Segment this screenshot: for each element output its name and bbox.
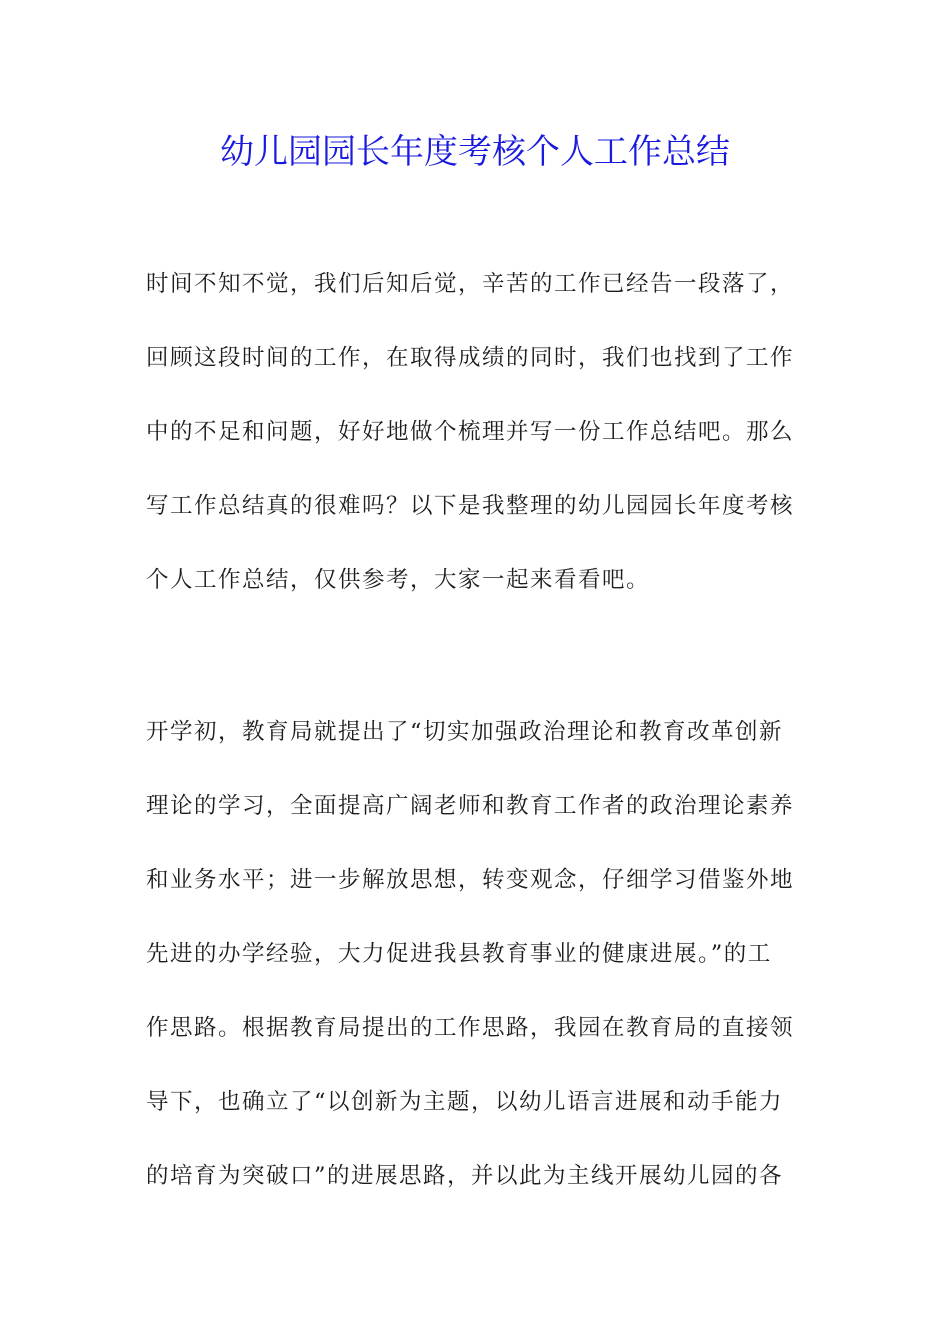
paragraph-line: 时间不知不觉，我们后知后觉，辛苦的工作已经告一段落了， xyxy=(146,271,795,297)
paragraph-line: 中的不足和问题，好好地做个梳理并写一份工作总结吧。那么 xyxy=(146,419,795,445)
paragraph-line: 先进的办学经验，大力促进我县教育事业的健康进展。”的工 xyxy=(146,941,772,967)
body-paragraph xyxy=(146,712,812,1230)
paragraph-line: 作思路。根据教育局提出的工作思路，我园在教育局的直接领 xyxy=(146,1015,795,1041)
paragraph-line: 理论的学习，全面提高广阔老师和教育工作者的政治理论素养 xyxy=(146,793,795,819)
paragraph-line: 回顾这段时间的工作，在取得成绩的同时，我们也找到了工作 xyxy=(146,345,795,371)
paragraph-line: 开学初，教育局就提出了“切实加强政治理论和教育改革创新 xyxy=(146,719,784,745)
document-title: 幼儿园园长年度考核个人工作总结 xyxy=(220,132,730,172)
paragraph-line: 和业务水平；进一步解放思想，转变观念，仔细学习借鉴外地 xyxy=(146,867,795,893)
paragraph-line: 个人工作总结，仅供参考，大家一起来看看吧。 xyxy=(146,567,651,593)
intro-paragraph xyxy=(146,264,812,634)
paragraph-line: 写工作总结真的很难吗？以下是我整理的幼儿园园长年度考核 xyxy=(146,493,795,519)
paragraph-line: 的培育为突破口”的进展思路，并以此为主线开展幼儿园的各 xyxy=(146,1163,784,1189)
paragraph-line: 导下，也确立了“以创新为主题，以幼儿语言进展和动手能力 xyxy=(146,1089,784,1115)
